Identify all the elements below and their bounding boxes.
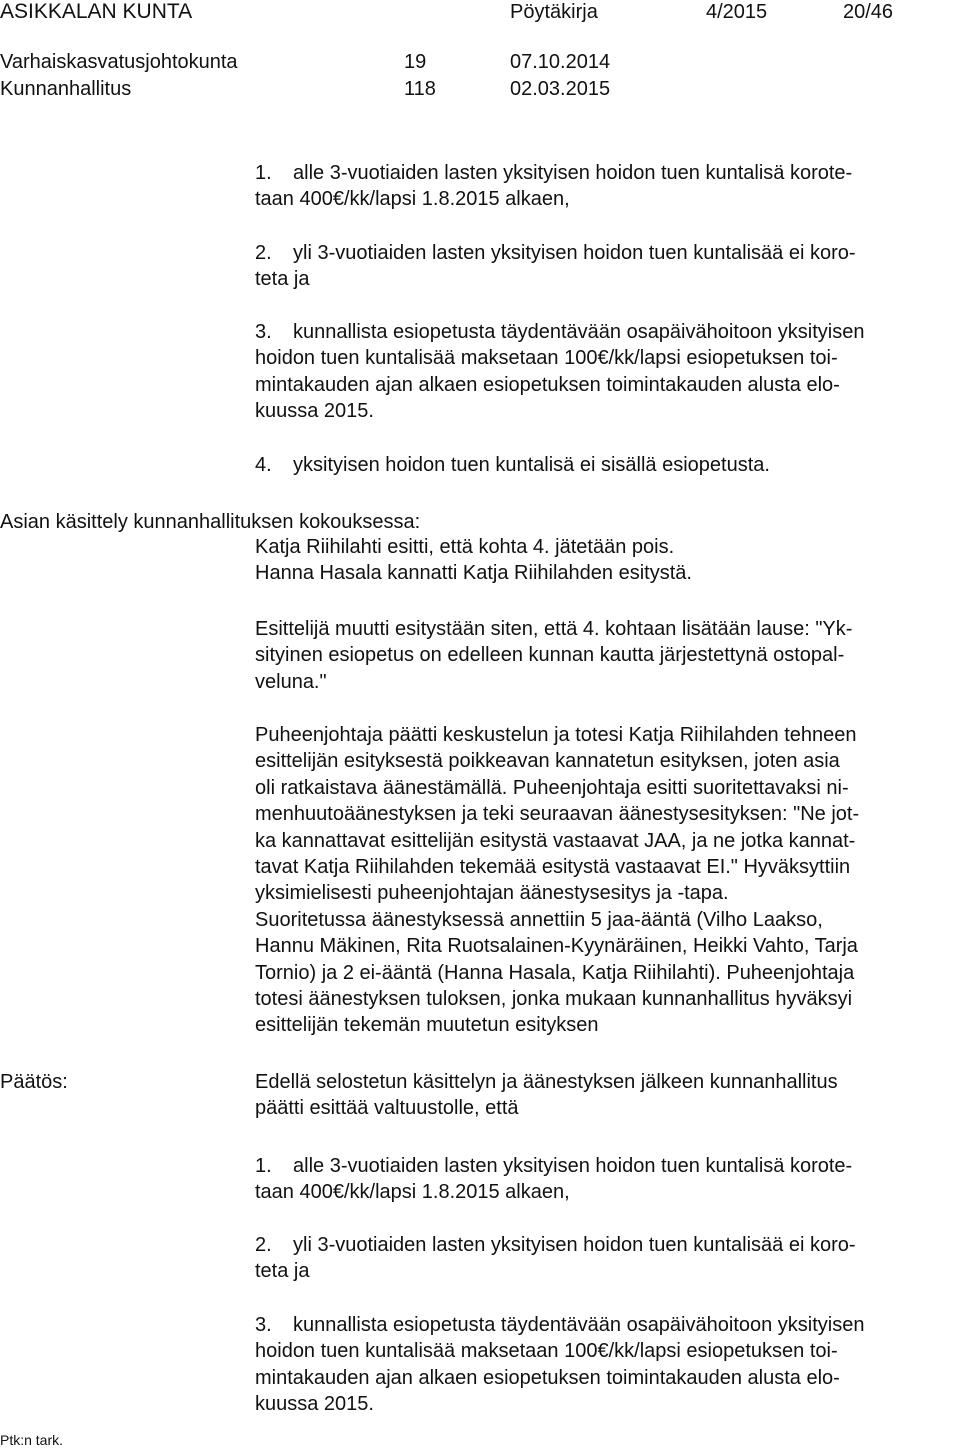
vote-line: esittelijän tekemän muutetun esityksen (255, 1014, 599, 1037)
proposal-item-2 (255, 240, 955, 293)
motion-line: Hanna Hasala kannatti Katja Riihilahden esitystä. (255, 562, 692, 585)
vote-line: Hannu Mäkinen, Rita Ruotsalainen-Kyynäräinen, Heikki Vahto, Tarja (255, 935, 858, 958)
item-number: 2. (255, 242, 272, 264)
issue-number: 4/2015 (706, 1, 768, 23)
vote-line: ka kannattavat esittelijän esitystä vastaavat JAA, ja ne jotka kannat- (255, 829, 856, 852)
proposal-item-4 (255, 452, 955, 478)
minutes-checker-label: Ptk:n tark. (0, 1432, 64, 1448)
item-text: yli 3-vuotiaiden lasten yksityisen hoidon tuen kuntalisää ei koro- (293, 242, 856, 264)
item-text: kunnallista esiopetusta täydentävään osapäivähoitoon yksityisen (293, 321, 865, 343)
vote-line: menhuutoäänestyksen ja teki seuraavan äänestysesityksen: "Ne jot- (255, 803, 860, 826)
item-text-cont: kuussa 2015. (255, 1393, 374, 1416)
item-text: alle 3-vuotiaiden lasten yksityisen hoidon tuen kuntalisä korote- (293, 162, 853, 184)
item-text-cont: teta ja (255, 1260, 310, 1283)
vote-line: esittelijän esityksestä poikkeavan kannatetun esityksen, joten asia (255, 750, 840, 773)
section-number: 118 (404, 78, 436, 100)
section-number: 19 (404, 51, 427, 73)
proposal-item-1 (255, 160, 955, 213)
meeting-date: 07.10.2014 (510, 51, 611, 73)
vote-line: yksimielisesti puheenjohtajan äänestysesitys ja -tapa. (255, 882, 729, 905)
board-name: Kunnanhallitus (0, 78, 132, 100)
change-line: Esittelijä muutti esitystään siten, että 4. kohtaan lisätään lause: "Yk- (255, 618, 853, 640)
proposal-item-3 (255, 319, 955, 425)
decision-line: päätti esittää valtuustolle, että (255, 1097, 519, 1120)
item-text-cont: taan 400€/kk/lapsi 1.8.2015 alkaen, (255, 188, 570, 211)
document-type: Pöytäkirja (510, 1, 598, 23)
page-number: 20/46 (843, 1, 894, 23)
item-text: yli 3-vuotiaiden lasten yksityisen hoidon tuen kuntalisää ei koro- (293, 1234, 856, 1256)
item-text-cont: mintakauden ajan alkaen esiopetuksen toimintakauden alusta elo- (255, 373, 840, 396)
item-number: 1. (255, 1155, 272, 1177)
vote-line: Suoritetussa äänestyksessä annettiin 5 jaa-ääntä (Vilho Laakso, (255, 908, 823, 931)
item-text-cont: kuussa 2015. (255, 400, 374, 423)
decision-item-3 (255, 1312, 955, 1418)
vote-line: totesi äänestyksen tuloksen, jonka mukaan kunnanhallitus hyväksyi (255, 988, 853, 1011)
vote-line: Tornio) ja 2 ei-ääntä (Hanna Hasala, Katja Riihilahti). Puheenjohtaja (255, 961, 855, 984)
vote-line: oli ratkaistava äänestämällä. Puheenjohtaja esitti suoritettavaksi ni- (255, 776, 849, 799)
item-number: 1. (255, 162, 272, 184)
decision-label: Päätös: (0, 1071, 68, 1093)
presenter-change (255, 616, 955, 695)
handling-motions (255, 534, 955, 587)
organization-name: ASIKKALAN KUNTA (0, 0, 193, 23)
item-number: 4. (255, 454, 272, 476)
item-number: 2. (255, 1234, 272, 1256)
decision-item-2 (255, 1232, 955, 1285)
item-text-cont: hoidon tuen kuntalisää maksetaan 100€/kk/lapsi esiopetuksen toi- (255, 1340, 838, 1363)
decision-line: Edellä selostetun käsittelyn ja äänestyksen jälkeen kunnanhallitus (255, 1071, 838, 1093)
board-name: Varhaiskasvatusjohtokunta (0, 51, 238, 73)
item-number: 3. (255, 321, 272, 343)
vote-line: Puheenjohtaja päätti keskustelun ja totesi Katja Riihilahden tehneen (255, 724, 857, 746)
meeting-date: 02.03.2015 (510, 78, 611, 100)
item-number: 3. (255, 1314, 272, 1336)
vote-description (255, 722, 955, 1039)
item-text: kunnallista esiopetusta täydentävään osapäivähoitoon yksityisen (293, 1314, 865, 1336)
decision-intro (255, 1069, 955, 1122)
handling-heading: Asian käsittely kunnanhallituksen kokouksessa: (0, 511, 421, 533)
motion-line: Katja Riihilahti esitti, että kohta 4. jätetään pois. (255, 536, 675, 558)
change-line: veluna." (255, 670, 327, 693)
change-line: sityinen esiopetus on edelleen kunnan kautta järjestettynä ostopal- (255, 644, 845, 667)
item-text-cont: teta ja (255, 268, 310, 291)
item-text: alle 3-vuotiaiden lasten yksityisen hoidon tuen kuntalisä korote- (293, 1155, 853, 1177)
item-text-cont: hoidon tuen kuntalisää maksetaan 100€/kk/lapsi esiopetuksen toi- (255, 347, 838, 370)
item-text-cont: mintakauden ajan alkaen esiopetuksen toimintakauden alusta elo- (255, 1366, 840, 1389)
item-text-cont: taan 400€/kk/lapsi 1.8.2015 alkaen, (255, 1181, 570, 1204)
vote-line: tavat Katja Riihilahden tekemää esitystä vastaavat EI." Hyväksyttiin (255, 856, 851, 879)
decision-item-1 (255, 1153, 955, 1206)
item-text: yksityisen hoidon tuen kuntalisä ei sisällä esiopetusta. (293, 454, 770, 476)
